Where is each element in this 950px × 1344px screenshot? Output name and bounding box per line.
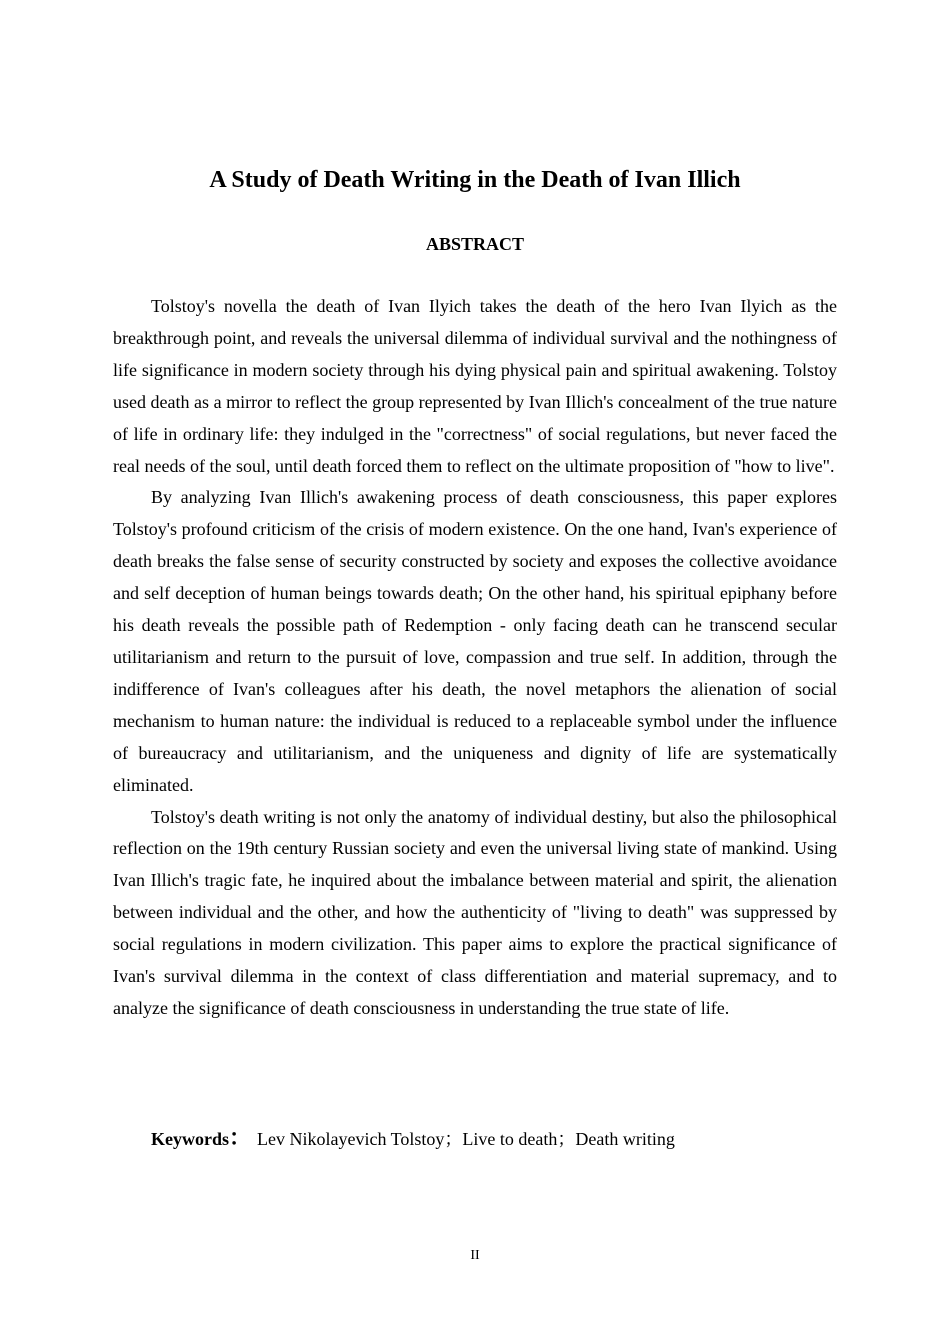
keywords-list: Lev Nikolayevich Tolstoy；Live to death；Death writing [257,1129,675,1149]
abstract-paragraph-2: By analyzing Ivan Illich's awakening process of death consciousness, this paper explores Tolstoy's profound criticism of the crisis of modern existence. On the one hand, Ivan's experience of death breaks the false sense of security constructed by society and exposes the collective avoidance and self deception of human beings towards death; On the other hand, his spiritual epiphany before his death reveals the possible path of Redemption - only facing death can he transcend secular utilitarianism and return to the pursuit of love, compassion and true self. In addition, through the indifference of Ivan's colleagues after his death, the novel metaphors the alienation of social mechanism to human nature: the individual is reduced to a replaceable symbol under the influence of bureaucracy and utilitarianism, and the uniqueness and dignity of life are systematically eliminated. [113,487,837,795]
keywords-colon: ： [229,1125,252,1150]
abstract-paragraph-3: Tolstoy's death writing is not only the anatomy of individual destiny, but also the philosophical reflection on the 19th century Russian society and even the universal living state of mankind. Using Ivan Illich's tragic fate, he inquired about the imbalance between material and spirit, the alienation between individual and the other, and how the authenticity of "living to death" was suppressed by social regulations in modern civilization. This paper aims to explore the practical significance of Ivan's survival dilemma in the context of class differentiation and material supremacy, and to analyze the significance of death consciousness in understanding the true state of life. [113,806,837,1018]
abstract-paragraph-1: Tolstoy's novella the death of Ivan Ilyich takes the death of the hero Ivan Ilyich as the breakthrough point, and reveals the universal dilemma of individual survival and the nothingness of life significance in modern society through his dying physical pain and spiritual awakening. Tolstoy used death as a mirror to reflect the group represented by Ivan Illich's concealment of the true nature of life in ordinary life: they indulged in the "correctness" of social regulations, but never faced the real needs of the soul, until death forced them to reflect on the ultimate proposition of "how to live". [113,296,837,476]
page-number: II [470,1248,480,1263]
keywords-label: Keywords [151,1129,229,1149]
paper-title: A Study of Death Writing in the Death of Ivan Illich [209,167,741,193]
abstract-body [113,291,837,1025]
keywords-line [151,1122,841,1155]
abstract-heading: ABSTRACT [425,234,525,254]
